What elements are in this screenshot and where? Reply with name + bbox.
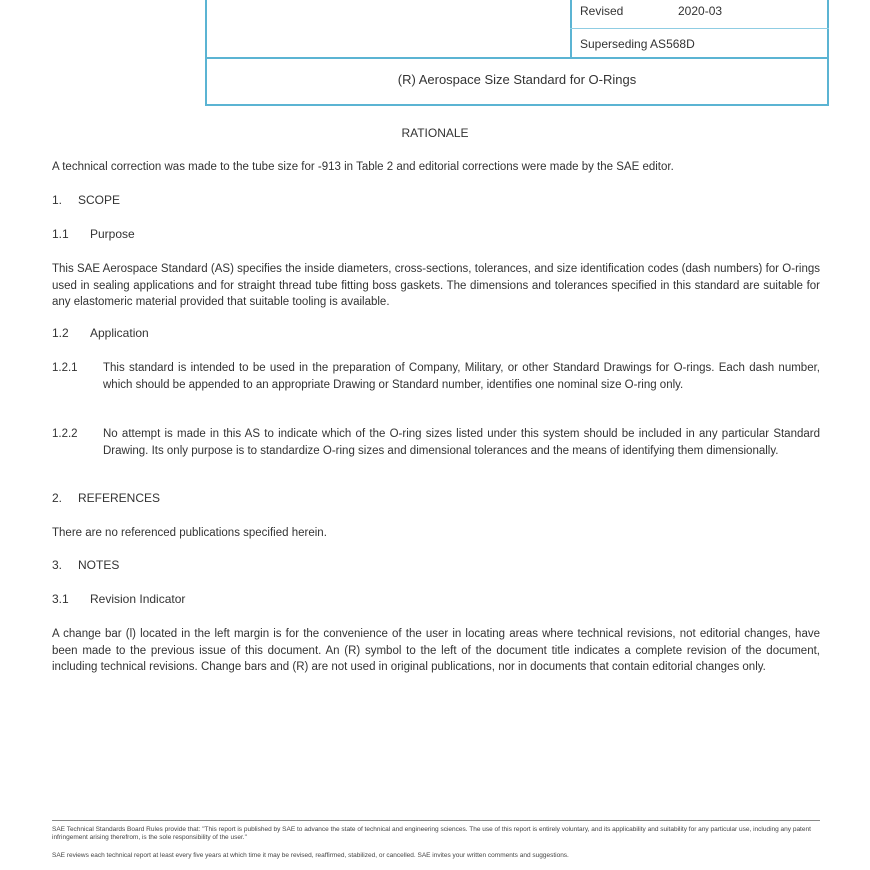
section-1-heading <box>52 193 120 207</box>
section-number: 2. <box>52 491 63 505</box>
section-title: Purpose <box>90 227 135 241</box>
section-1-2-2-number: 1.2.2 <box>52 428 78 440</box>
document-title: (R) Aerospace Size Standard for O-Rings <box>397 72 637 87</box>
header-divider-row <box>570 28 829 29</box>
section-1-2-heading <box>52 326 149 340</box>
section-title: NOTES <box>78 558 120 572</box>
section-number: 1. <box>52 193 63 207</box>
references-text: There are no referenced publications specified herein. <box>52 527 327 539</box>
section-2-heading <box>52 491 160 505</box>
section-number: 3.1 <box>52 592 69 606</box>
header-divider-vertical <box>570 0 572 59</box>
section-1-2-1-number: 1.2.1 <box>52 362 78 374</box>
section-number: 3. <box>52 558 63 572</box>
section-title: SCOPE <box>78 193 121 207</box>
section-1-1-heading <box>52 227 135 241</box>
purpose-paragraph: This SAE Aerospace Standard (AS) specifies the inside diameters, cross-sections, tolerances, and size identification codes (dash numbers) for O-rings used in sealing applications and for straight thread tube fitting boss gaskets. The dimensions and tolerances specified in this standard are suitable for any elastomeric material provided that suitable tooling is available. <box>52 263 820 308</box>
section-title: REFERENCES <box>78 491 161 505</box>
section-number: 1.2 <box>52 326 69 340</box>
footer-rule <box>52 820 820 821</box>
section-number: 1.1 <box>52 227 69 241</box>
section-title: Application <box>90 326 149 340</box>
footer-notice-2: SAE reviews each technical report at least every five years at which time it may be revised, reaffirmed, stabilized, or cancelled. SAE invites your written comments and suggestions. <box>52 852 569 859</box>
header-divider-horizontal <box>205 57 829 59</box>
rationale-text: A technical correction was made to the tube size for -913 in Table 2 and editorial corrections were made by the SAE editor. <box>52 161 674 173</box>
section-title: Revision Indicator <box>90 592 186 606</box>
section-1-2-2-paragraph: No attempt is made in this AS to indicate which of the O-ring sizes listed under this system should be included in any particular Standard Drawing. Its only purpose is to standardize O-ring sizes and dimensional tolerances and the means of identifying them dimensionally. <box>103 428 820 457</box>
section-1-2-1-paragraph: This standard is intended to be used in the preparation of Company, Military, or other Standard Drawings for O-rings. Each dash number, which should be appended to an appropriate Drawing or Standard number, identifies one nominal size O-ring only. <box>103 362 820 391</box>
rationale-heading: RATIONALE <box>401 126 469 140</box>
document-header-box <box>205 0 829 106</box>
section-3-1-heading <box>52 592 185 606</box>
revised-label: Revised <box>580 4 624 18</box>
superseding-label: Superseding AS568D <box>580 37 695 51</box>
revised-date: 2020-03 <box>678 4 723 18</box>
footer-notice-1: SAE Technical Standards Board Rules provide that: "This report is published by SAE to advance the state of technical and engineering sciences. The use of this report is entirely voluntary, and its applicability and suitability for any particular use, including any patent infringement arising therefrom, is the sole responsibility of the user." <box>52 826 811 841</box>
revision-indicator-paragraph: A change bar (l) located in the left margin is for the convenience of the user in locating areas where technical revisions, not editorial changes, have been made to the previous issue of this document. An (R) symbol to the left of the document title indicates a complete revision of the document, including technical revisions. Change bars and (R) are not used in original publications, nor in documents that contain editorial changes only. <box>52 628 820 673</box>
section-3-heading <box>52 558 119 572</box>
